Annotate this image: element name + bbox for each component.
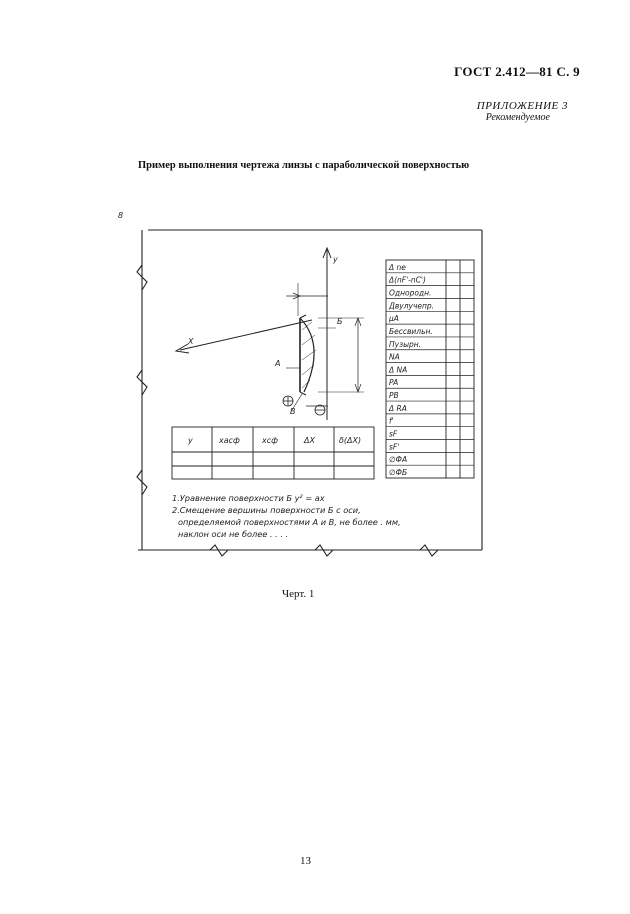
surface-a-label: А bbox=[275, 359, 281, 368]
param-row-label: PВ bbox=[389, 391, 399, 401]
figure-title: Пример выполнения чертежа линзы с параболической поверхностью bbox=[138, 160, 470, 171]
param-row-label: Бессвильн. bbox=[389, 326, 433, 336]
coord-header-xsf: xсф bbox=[262, 436, 278, 445]
note-line-4: наклон оси не более . . . . bbox=[178, 529, 289, 539]
coord-table bbox=[172, 427, 374, 479]
surface-v-label: В bbox=[290, 407, 296, 416]
figure-label: Черт. 1 bbox=[282, 588, 315, 600]
note-line-2: 2.Смещение вершины поверхности Б с оси, bbox=[172, 505, 361, 515]
param-row-label: Δ RA bbox=[389, 403, 407, 413]
surface-b-label: Б bbox=[337, 317, 343, 326]
coord-header-delta-dx: δ(ΔX) bbox=[339, 436, 362, 445]
param-row-label: ∅ФА bbox=[389, 455, 408, 465]
param-row-label: Пузырн. bbox=[389, 339, 422, 349]
note-line-3: определяемой поверхностями А и В, не более . мм, bbox=[178, 517, 401, 527]
appendix-label: ПРИЛОЖЕНИЕ 3 bbox=[476, 100, 568, 112]
param-row-label: Δ NA bbox=[389, 365, 408, 375]
param-table-rows bbox=[386, 263, 474, 477]
page-number: 13 bbox=[300, 855, 311, 867]
lens-geometry bbox=[176, 248, 364, 420]
param-row-label: Δ nе bbox=[389, 262, 406, 272]
param-row-label: Двулучепр. bbox=[389, 301, 435, 311]
param-row-label: f' bbox=[389, 416, 394, 426]
param-row-label: PA bbox=[389, 378, 399, 388]
axis-x-label: X bbox=[188, 337, 194, 346]
param-row-label: Однородн. bbox=[389, 288, 432, 298]
axis-y-label: y bbox=[333, 255, 338, 264]
coord-header-y: y bbox=[188, 436, 193, 445]
note-line-1: 1.Уравнение поверхности Б y² = ax bbox=[172, 493, 325, 503]
coord-header-dx: ΔX bbox=[304, 436, 315, 445]
param-row-label: μА bbox=[389, 314, 399, 324]
standard-code: ГОСТ 2.412—81 С. 9 bbox=[454, 64, 580, 79]
param-row-label: sF' bbox=[389, 442, 400, 452]
param-row-label: ∅ФБ bbox=[389, 468, 408, 477]
frame-mark: 8 bbox=[118, 211, 124, 220]
param-row-label: NA bbox=[389, 352, 400, 362]
x-axis-line bbox=[180, 320, 312, 350]
coord-header-xasf: xасф bbox=[219, 436, 240, 445]
recommended-label: Рекомендуемое bbox=[485, 112, 550, 123]
param-row-label: sF bbox=[389, 429, 398, 439]
param-row-label: Δ(nF'-nC') bbox=[389, 275, 426, 285]
